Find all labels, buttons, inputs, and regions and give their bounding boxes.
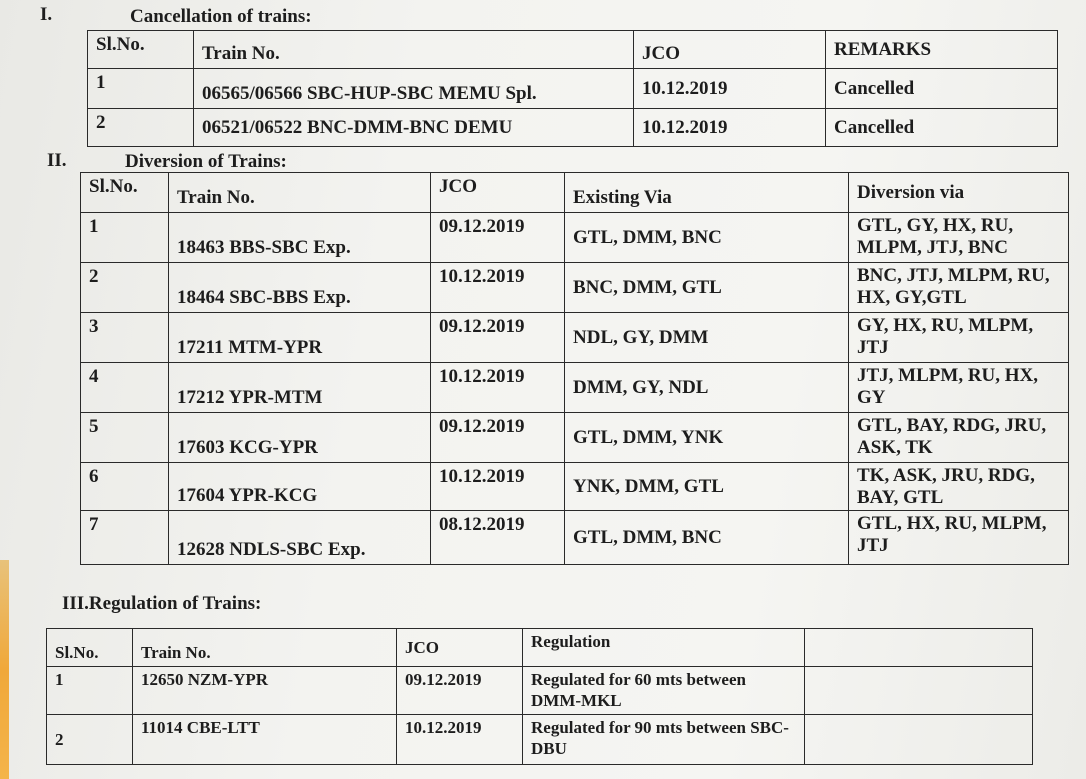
header-jco: JCO — [397, 629, 523, 667]
cell-diversion-via: GTL, BAY, RDG, JRU, ASK, TK — [849, 413, 1069, 463]
header-existing-via: Existing Via — [565, 173, 849, 213]
header-sl-no: Sl.No. — [81, 173, 169, 213]
table-row — [88, 109, 1058, 147]
cell-jco: 10.12.2019 — [634, 69, 826, 109]
header-train-no: Train No. — [169, 173, 431, 213]
table-row — [81, 213, 1069, 263]
cell-train-no: 06521/06522 BNC-DMM-BNC DEMU — [194, 109, 634, 147]
cell-existing-via: BNC, DMM, GTL — [565, 263, 849, 313]
header-train-no: Train No. — [133, 629, 397, 667]
table-row — [81, 511, 1069, 565]
table-header-row — [88, 31, 1058, 69]
header-train-no: Train No. — [194, 31, 634, 69]
regulation-table — [46, 628, 1033, 765]
cell-diversion-via: JTJ, MLPM, RU, HX, GY — [849, 363, 1069, 413]
cell-train-no: 18463 BBS-SBC Exp. — [169, 213, 431, 263]
cell-sl-no: 7 — [81, 511, 169, 565]
cell-blank — [805, 715, 1033, 765]
cell-sl-no: 2 — [81, 263, 169, 313]
cell-train-no: 17603 KCG-YPR — [169, 413, 431, 463]
cell-regulation: Regulated for 90 mts between SBC-DBU — [523, 715, 805, 765]
page-edge-strip — [0, 560, 9, 779]
table-row — [47, 715, 1033, 765]
section-1-title: Cancellation of trains: — [130, 6, 312, 27]
cell-jco: 10.12.2019 — [431, 463, 565, 511]
table-row — [81, 363, 1069, 413]
header-regulation: Regulation — [523, 629, 805, 667]
cell-sl-no: 1 — [81, 213, 169, 263]
table-row — [88, 69, 1058, 109]
header-jco: JCO — [634, 31, 826, 69]
diversion-table — [80, 172, 1069, 565]
cell-jco: 10.12.2019 — [431, 263, 565, 313]
section-3-title: III.Regulation of Trains: — [62, 593, 262, 614]
cell-diversion-via: GTL, HX, RU, MLPM, JTJ — [849, 511, 1069, 565]
cell-jco: 08.12.2019 — [431, 511, 565, 565]
cell-sl-no: 3 — [81, 313, 169, 363]
header-remarks: REMARKS — [826, 31, 1058, 69]
cell-existing-via: NDL, GY, DMM — [565, 313, 849, 363]
cell-blank — [805, 667, 1033, 715]
cell-existing-via: GTL, DMM, YNK — [565, 413, 849, 463]
cell-jco: 10.12.2019 — [397, 715, 523, 765]
cell-sl-no: 2 — [47, 715, 133, 765]
cell-train-no: 12628 NDLS-SBC Exp. — [169, 511, 431, 565]
table-header-row — [47, 629, 1033, 667]
header-diversion-via: Diversion via — [849, 173, 1069, 213]
table-row — [81, 463, 1069, 511]
cell-remarks: Cancelled — [826, 69, 1058, 109]
cell-train-no: 17604 YPR-KCG — [169, 463, 431, 511]
table-header-row — [81, 173, 1069, 213]
cell-existing-via: DMM, GY, NDL — [565, 363, 849, 413]
section-2-numeral: II. — [47, 150, 67, 171]
cell-train-no: 06565/06566 SBC-HUP-SBC MEMU Spl. — [194, 69, 634, 109]
table-row — [81, 313, 1069, 363]
cell-train-no: 18464 SBC-BBS Exp. — [169, 263, 431, 313]
cell-sl-no: 1 — [47, 667, 133, 715]
cell-diversion-via: GY, HX, RU, MLPM, JTJ — [849, 313, 1069, 363]
cell-diversion-via: GTL, GY, HX, RU, MLPM, JTJ, BNC — [849, 213, 1069, 263]
cell-diversion-via: TK, ASK, JRU, RDG, BAY, GTL — [849, 463, 1069, 511]
cell-jco: 10.12.2019 — [431, 363, 565, 413]
cell-train-no: 11014 CBE-LTT — [133, 715, 397, 765]
cell-existing-via: GTL, DMM, BNC — [565, 511, 849, 565]
section-1-numeral: I. — [40, 4, 53, 25]
cell-train-no: 12650 NZM-YPR — [133, 667, 397, 715]
cell-train-no: 17212 YPR-MTM — [169, 363, 431, 413]
cell-jco: 09.12.2019 — [431, 313, 565, 363]
cell-sl-no: 4 — [81, 363, 169, 413]
table-row — [81, 413, 1069, 463]
header-sl-no: Sl.No. — [47, 629, 133, 667]
cell-train-no: 17211 MTM-YPR — [169, 313, 431, 363]
cell-sl-no: 2 — [88, 109, 194, 147]
table-row — [47, 667, 1033, 715]
cell-existing-via: GTL, DMM, BNC — [565, 213, 849, 263]
cell-jco: 09.12.2019 — [431, 413, 565, 463]
cell-sl-no: 1 — [88, 69, 194, 109]
cell-existing-via: YNK, DMM, GTL — [565, 463, 849, 511]
header-jco: JCO — [431, 173, 565, 213]
header-sl-no: Sl.No. — [88, 31, 194, 69]
cell-sl-no: 5 — [81, 413, 169, 463]
cell-jco: 10.12.2019 — [634, 109, 826, 147]
cell-jco: 09.12.2019 — [397, 667, 523, 715]
cell-jco: 09.12.2019 — [431, 213, 565, 263]
cell-remarks: Cancelled — [826, 109, 1058, 147]
section-2-title: Diversion of Trains: — [125, 151, 287, 172]
table-row — [81, 263, 1069, 313]
header-blank — [805, 629, 1033, 667]
cell-sl-no: 6 — [81, 463, 169, 511]
cell-regulation: Regulated for 60 mts between DMM-MKL — [523, 667, 805, 715]
cancellation-table — [87, 30, 1058, 147]
cell-diversion-via: BNC, JTJ, MLPM, RU, HX, GY,GTL — [849, 263, 1069, 313]
